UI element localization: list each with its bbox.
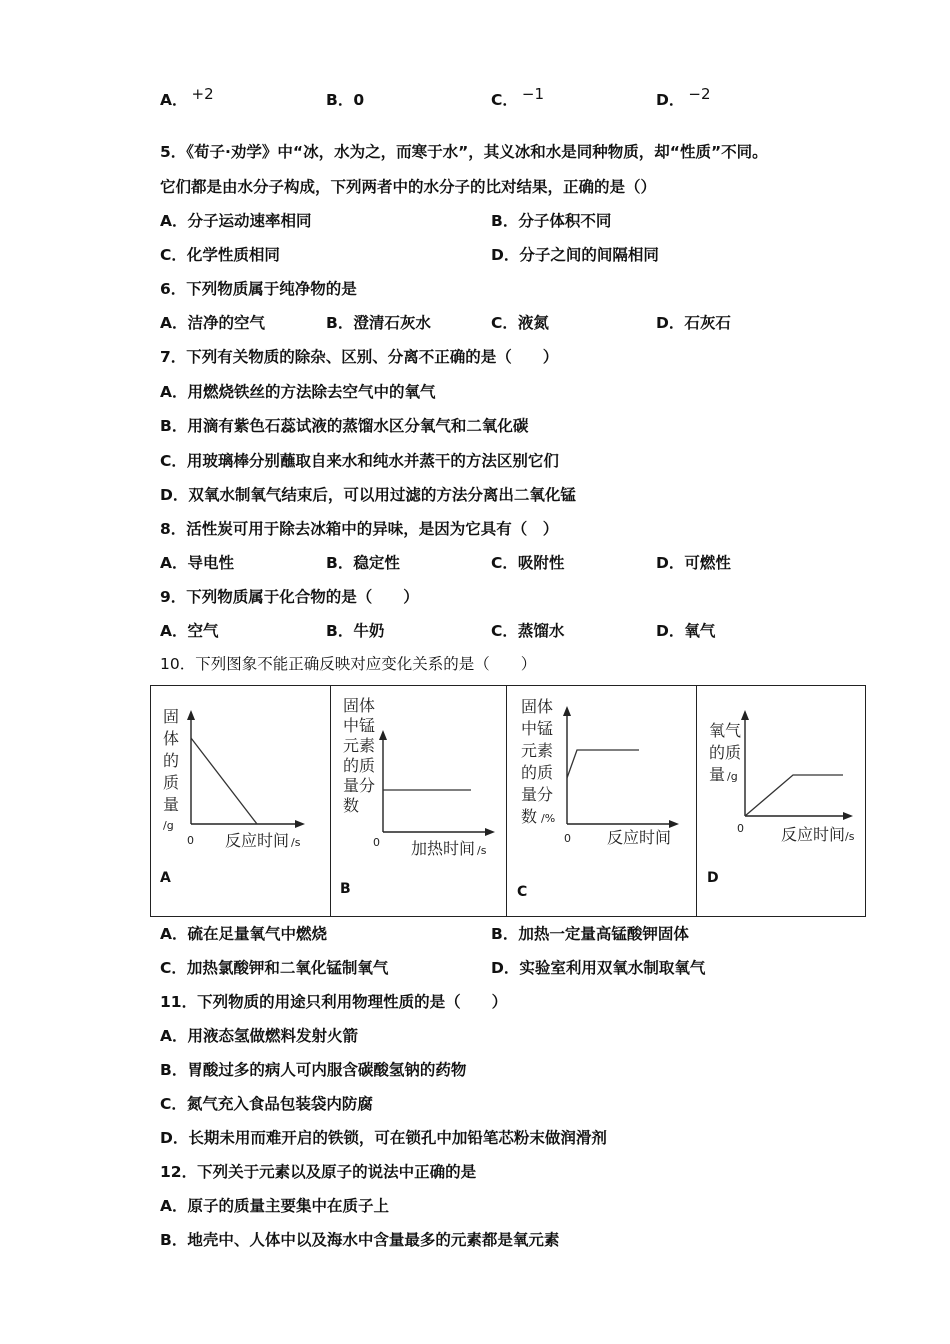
- q5-option-b: B．分子体积不同: [491, 212, 612, 230]
- q11-option-a: A．用液态氢做燃料发射火箭: [160, 1027, 358, 1045]
- q7-option-d: D．双氧水制氧气结束后，可以用过滤的方法分离出二氧化锰: [160, 486, 576, 504]
- q6-option-c: C．液氮: [491, 314, 549, 332]
- q4-option-a: A． +2: [160, 85, 214, 109]
- ylabel-line: 的质: [709, 743, 742, 762]
- graph-c: [507, 686, 696, 916]
- ylabel-char: 固: [163, 707, 180, 726]
- y-axis-arrow: [741, 710, 749, 720]
- xlabel: 反应时间: [225, 831, 290, 850]
- q8-option-b: B．稳定性: [326, 554, 400, 572]
- y-axis-arrow: [379, 730, 387, 740]
- x-axis-arrow: [843, 812, 853, 820]
- q5-option-c: C．化学性质相同: [160, 246, 280, 264]
- y-axis-arrow: [563, 706, 571, 716]
- ylabel-line: 中锰: [343, 716, 376, 735]
- x-axis-arrow: [669, 820, 679, 828]
- q4-option-d: D． −2: [656, 85, 711, 109]
- q10-option-c: C．加热氯酸钾和二氧化锰制氧气: [160, 959, 389, 977]
- xunit: /s: [845, 830, 855, 843]
- graph-a-curve: [191, 738, 257, 824]
- y-axis-arrow: [187, 710, 195, 720]
- panel-label-d: D: [707, 870, 719, 886]
- q6-option-a: A．洁净的空气: [160, 314, 265, 332]
- graph-b: [331, 686, 506, 916]
- q7-stem: 7．下列有关物质的除杂、区别、分离不正确的是（ ）: [160, 348, 559, 366]
- q12-stem: 12．下列关于元素以及原子的说法中正确的是: [160, 1163, 477, 1181]
- graph-a-ylabel: [163, 707, 179, 832]
- ylabel-line: 元素: [343, 736, 376, 755]
- graph-c-curve: [567, 750, 639, 778]
- xlabel: 反应时间: [607, 828, 672, 847]
- panel-label-b: B: [340, 881, 351, 897]
- graph-d-ylabel: [709, 721, 741, 784]
- q8-stem: 8．活性炭可用于除去冰箱中的异味，是因为它具有（ ）: [160, 520, 559, 538]
- q8-option-a: A．导电性: [160, 554, 234, 572]
- q10-option-b: B．加热一定量高锰酸钾固体: [491, 925, 689, 943]
- q5-option-d: D．分子之间的间隔相同: [491, 246, 659, 264]
- ylabel-line: 数: [343, 796, 360, 815]
- xlabel: 反应时间: [781, 825, 846, 844]
- graph-d: [697, 686, 865, 916]
- graph-c-ylabel: [521, 697, 555, 826]
- q10-graph-table: [150, 685, 866, 917]
- yunit: /%: [541, 812, 556, 825]
- q12-option-a: A．原子的质量主要集中在质子上: [160, 1197, 389, 1215]
- ylabel-line: 量: [709, 765, 726, 784]
- q5-stem-line1: 5．《荀子·劝学》中“冰，水为之，而寒于水”，其义冰和水是同种物质，却“性质”不同。: [160, 143, 768, 161]
- q7-option-b: B．用滴有紫色石蕊试液的蒸馏水区分氧气和二氧化碳: [160, 417, 529, 435]
- q9-stem: 9．下列物质属于化合物的是（ ）: [160, 588, 419, 606]
- q5-stem-line2: 它们都是由水分子构成，下列两者中的水分子的比对结果，正确的是（）: [160, 178, 657, 196]
- q6-option-b: B．澄清石灰水: [326, 314, 431, 332]
- q7-option-a: A．用燃烧铁丝的方法除去空气中的氧气: [160, 383, 436, 401]
- ylabel-char: 体: [163, 729, 180, 748]
- ylabel-line: 固体: [343, 696, 376, 715]
- q12-option-b: B．地壳中、人体中以及海水中含量最多的元素都是氧元素: [160, 1231, 560, 1249]
- origin-label: 0: [564, 832, 571, 845]
- yunit: /g: [163, 819, 174, 832]
- q6-option-d: D．石灰石: [656, 314, 731, 332]
- q5-option-a: A．分子运动速率相同: [160, 212, 312, 230]
- yunit: /g: [727, 770, 738, 783]
- ylabel-line: 的质: [343, 756, 376, 775]
- xlabel: 加热时间: [411, 839, 476, 858]
- origin-label: 0: [187, 834, 194, 847]
- ylabel-line: 元素: [521, 741, 554, 760]
- q11-option-b: B．胃酸过多的病人可内服含碳酸氢钠的药物: [160, 1061, 467, 1079]
- q10-option-a: A．硫在足量氧气中燃烧: [160, 925, 327, 943]
- q11-stem: 11．下列物质的用途只利用物理性质的是（ ）: [160, 993, 508, 1011]
- q8-option-d: D．可燃性: [656, 554, 731, 572]
- q7-option-c: C．用玻璃棒分别蘸取自来水和纯水并蒸干的方法区别它们: [160, 452, 559, 470]
- xunit: /s: [291, 836, 301, 849]
- ylabel-line: 固体: [521, 697, 554, 716]
- q6-stem: 6．下列物质属于纯净物的是: [160, 280, 357, 298]
- q11-option-c: C．氮气充入食品包装袋内防腐: [160, 1095, 373, 1113]
- origin-label: 0: [373, 836, 380, 849]
- q9-option-b: B．牛奶: [326, 622, 385, 640]
- ylabel-line: 量分: [521, 785, 554, 804]
- ylabel-line: 的质: [521, 763, 554, 782]
- ylabel-char: 的: [163, 751, 180, 770]
- ylabel-line: 中锰: [521, 719, 554, 738]
- graph-d-curve: [745, 775, 843, 816]
- origin-label: 0: [737, 822, 744, 835]
- q4-option-b: B．0: [326, 91, 365, 109]
- q9-option-d: D．氧气: [656, 622, 716, 640]
- graph-b-ylabel: [343, 696, 375, 815]
- panel-label-c: C: [517, 884, 528, 900]
- x-axis-arrow: [485, 828, 495, 836]
- graph-a: [151, 686, 330, 916]
- ylabel-char: 量: [163, 795, 180, 814]
- q9-option-c: C．蒸馏水: [491, 622, 565, 640]
- q4-option-c: C． −1: [491, 85, 545, 109]
- ylabel-char: 质: [163, 773, 180, 792]
- q8-option-c: C．吸附性: [491, 554, 565, 572]
- q10-option-d: D．实验室利用双氧水制取氧气: [491, 959, 706, 977]
- panel-label-a: A: [160, 870, 171, 886]
- x-axis-arrow: [295, 820, 305, 828]
- ylabel-line: 氧气: [709, 721, 742, 740]
- q11-option-d: D．长期未用而难开启的铁锁，可在锁孔中加铅笔芯粉末做润滑剂: [160, 1129, 607, 1147]
- q9-option-a: A．空气: [160, 622, 219, 640]
- ylabel-line: 量分: [343, 776, 376, 795]
- q10-stem: 10．下列图象不能正确反映对应变化关系的是（ ）: [160, 655, 537, 673]
- ylabel-line: 数: [521, 807, 538, 826]
- xunit: /s: [477, 844, 487, 857]
